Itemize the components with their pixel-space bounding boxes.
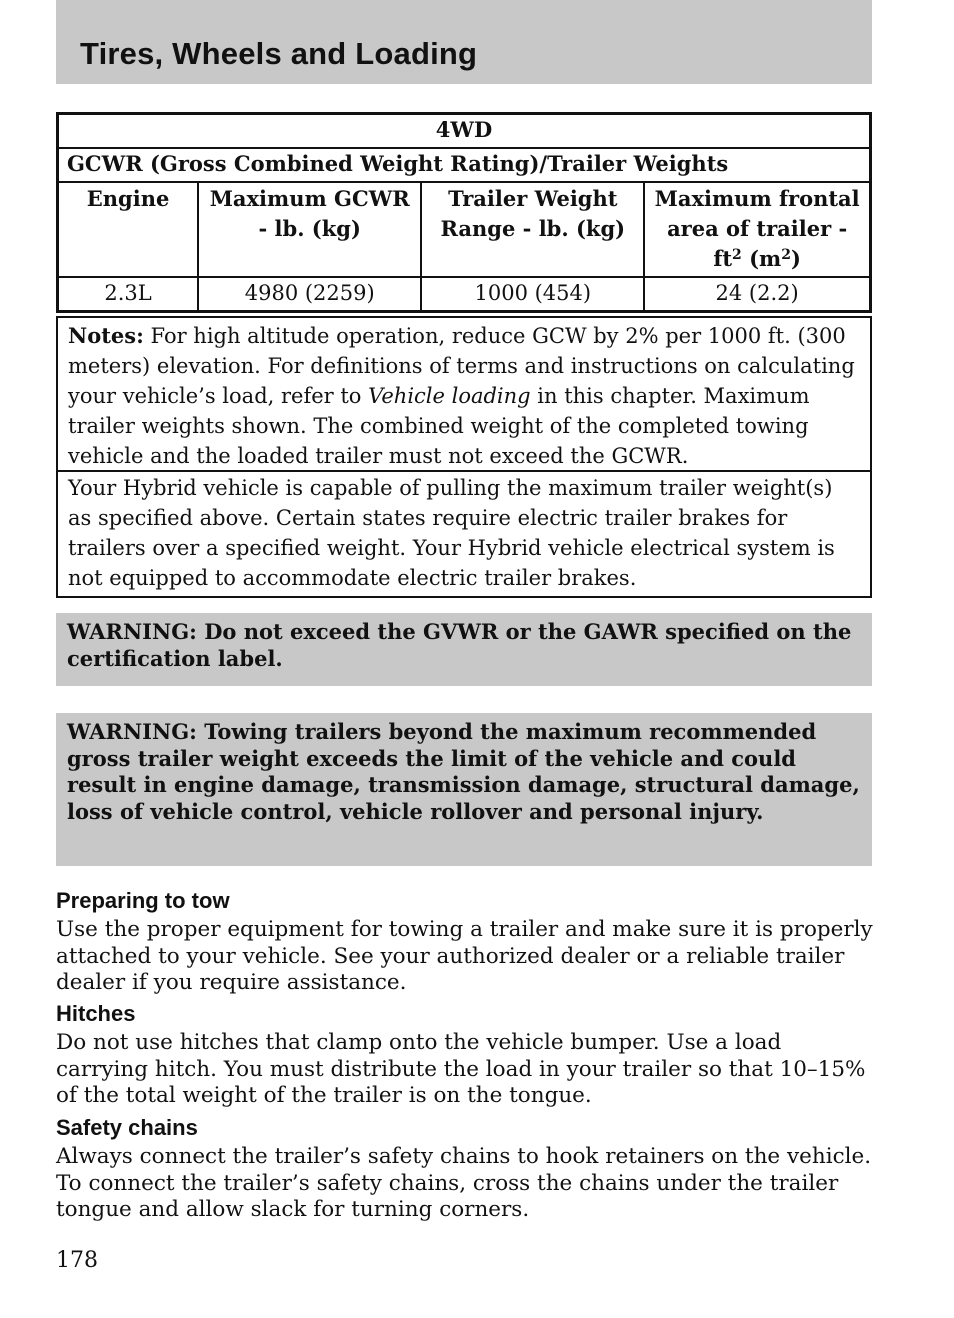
column-header-trailer-weight: Trailer Weight Range - lb. (kg) bbox=[421, 182, 644, 277]
table-row bbox=[58, 277, 871, 312]
warning-gvwr: WARNING: Do not exceed the GVWR or the GAWR specified on the certification label. bbox=[56, 613, 872, 686]
cell-trailer-weight: 1000 (454) bbox=[421, 277, 644, 312]
table-drive-header: 4WD bbox=[58, 114, 871, 149]
hybrid-note: Your Hybrid vehicle is capable of pulling the maximum trailer weight(s) as specified above. Certain states require electric trailer brakes for trailers over a specified weight. Your Hybrid vehicle electrical system is not equipped to accommodate electric trailer brakes. bbox=[68, 476, 835, 590]
cell-frontal-area: 24 (2.2) bbox=[644, 277, 870, 312]
section-body-hitches: Do not use hitches that clamp onto the vehicle bumper. Use a load carrying hitch. You must distribute the load in your trailer so that 10–15% of the total weight of the trailer is on the tongue. bbox=[56, 1030, 866, 1108]
section-body-preparing: Use the proper equipment for towing a trailer and make sure it is properly attached to your vehicle. See your authorized dealer or a reliable trailer dealer if you require assistance. bbox=[56, 917, 873, 995]
section-body-safety-chains: Always connect the trailer’s safety chains to hook retainers on the vehicle. To connect the trailer’s safety chains, cross the chains under the trailer tongue and allow slack for turning corners. bbox=[56, 1144, 872, 1222]
notes-text bbox=[58, 318, 870, 472]
notes-body-1: For high altitude operation, reduce GCW by 2% per 1000 ft. (300 meters) elevation. For definitions of terms and instructions on calculating your vehicle’s load, refer to bbox=[68, 324, 855, 408]
warning-towing: WARNING: Towing trailers beyond the maximum recommended gross trailer weight exceeds the limit of the vehicle and could result in engine damage, transmission damage, structural damage, loss of vehicle control, vehicle rollover and personal injury. bbox=[56, 713, 872, 866]
column-header-engine: Engine bbox=[58, 182, 199, 277]
notes-body-2: in this chapter. Maximum trailer weights shown. The combined weight of the completed towing vehicle and the loaded trailer must not exceed the GCWR. bbox=[68, 384, 810, 468]
frontal-area-close: ) bbox=[791, 246, 801, 271]
frontal-area-unit: (m bbox=[741, 246, 782, 271]
superscript: 2 bbox=[732, 247, 742, 263]
superscript: 2 bbox=[781, 247, 792, 263]
section-heading-preparing: Preparing to tow bbox=[56, 888, 230, 913]
notes-label: Notes: bbox=[68, 323, 144, 348]
section-heading-hitches: Hitches bbox=[56, 1001, 136, 1026]
notes-reference: Vehicle loading bbox=[368, 384, 531, 408]
notes-box bbox=[56, 316, 872, 598]
page-title: Tires, Wheels and Loading bbox=[80, 36, 478, 71]
header-bar bbox=[56, 0, 872, 84]
page-number: 178 bbox=[56, 1248, 98, 1273]
column-header-max-gcwr: Maximum GCWR - lb. (kg) bbox=[198, 182, 421, 277]
frontal-area-text: Maximum frontal area of trailer - ft bbox=[654, 186, 860, 271]
section-heading-safety-chains: Safety chains bbox=[56, 1115, 198, 1140]
gcwr-table bbox=[56, 112, 872, 313]
cell-max-gcwr: 4980 (2259) bbox=[198, 277, 421, 312]
column-header-frontal-area bbox=[644, 182, 870, 277]
table-caption: GCWR (Gross Combined Weight Rating)/Trailer Weights bbox=[58, 148, 871, 182]
cell-engine: 2.3L bbox=[58, 277, 199, 312]
